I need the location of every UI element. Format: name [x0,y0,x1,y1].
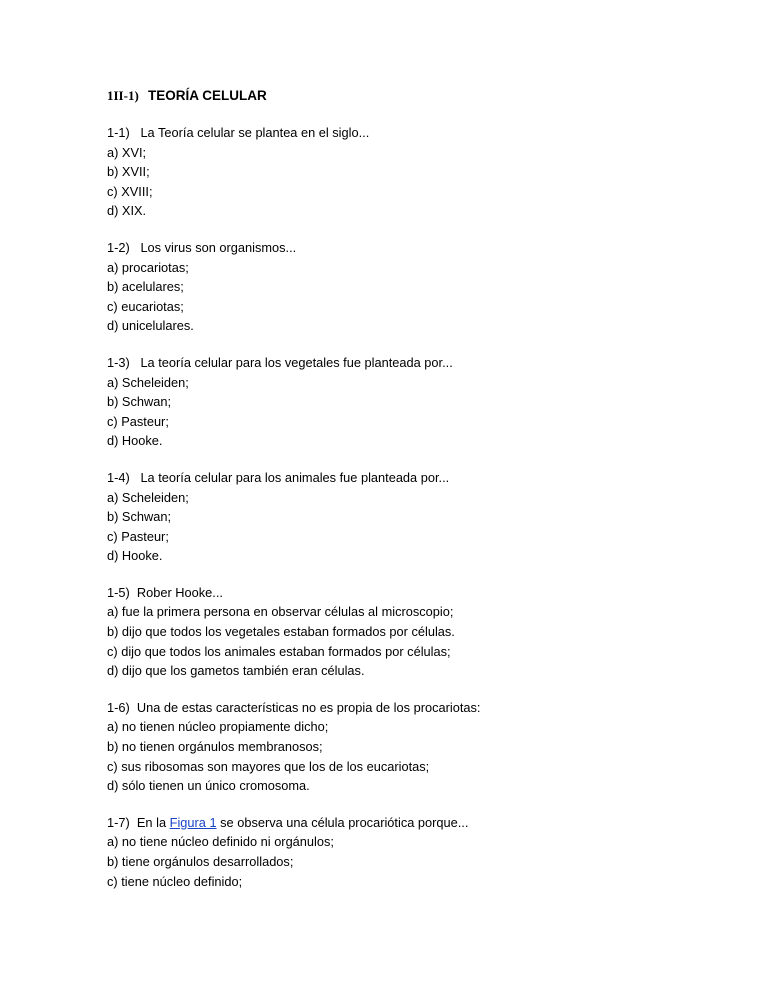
option: c) eucariotas; [107,298,184,314]
option: c) Pasteur; [107,528,169,544]
option: d) dijo que los gametos también eran células. [107,663,365,679]
option: a) Scheleiden; [107,374,189,390]
question-4 [107,468,727,566]
question-number: 1-5) [107,584,130,600]
option: a) fue la primera persona en observar células al microscopio; [107,604,454,620]
option: d) XIX. [107,203,147,219]
option: b) tiene orgánulos desarrollados; [107,854,294,869]
question-stem [107,238,727,258]
option: c) tiene núcleo definido; [107,873,243,889]
section-heading [107,86,727,106]
question-stem [107,353,727,373]
option: a) no tienen núcleo propiamente dicho; [107,719,329,735]
document-page [107,86,727,891]
option: c) Pasteur; [107,413,169,429]
question-number: 1-6) [107,699,130,715]
option: b) Schwan; [107,394,172,410]
question-stem [107,813,727,833]
question-text-before: En la [136,814,167,830]
question-stem [107,698,727,718]
option: c) XVIII; [107,183,153,199]
question-3 [107,353,727,451]
option: a) Scheleiden; [107,489,189,505]
option: a) XVI; [107,144,147,160]
question-number: 1-1) [107,125,130,140]
question-5 [107,583,727,681]
question-stem [107,468,727,488]
section-code: 1II-1) [107,88,139,103]
question-text: La Teoría celular se plantea en el siglo... [140,125,370,140]
question-text: La teoría celular para los vegetales fue planteada por... [140,354,453,370]
question-text: La teoría celular para los animales fue planteada por... [140,469,450,485]
section-title: TEORÍA CELULAR [148,88,267,103]
question-1 [107,123,727,221]
question-number: 1-7) [107,814,130,830]
question-text-after: se observa una célula procariótica porque... [220,814,469,830]
question-number: 1-4) [107,469,130,485]
question-number: 1-3) [107,354,130,370]
option: b) XVII; [107,164,150,180]
option: d) unicelulares. [107,318,194,334]
option: b) no tienen orgánulos membranosos; [107,739,323,755]
question-text: Los virus son organismos... [140,239,297,255]
option: d) Hooke. [107,433,163,449]
question-6 [107,698,727,796]
option: b) acelulares; [107,279,184,295]
question-stem [107,123,727,143]
question-text: Una de estas características no es propia de los procariotas: [136,699,481,715]
question-text: Rober Hooke... [136,584,223,600]
question-2 [107,238,727,336]
option: d) Hooke. [107,548,163,564]
option: b) dijo que todos los vegetales estaban formados por células. [107,624,455,640]
option: c) sus ribosomas son mayores que los de los eucariotas; [107,758,430,774]
question-7 [107,813,727,891]
question-stem [107,583,727,603]
option: b) Schwan; [107,509,172,525]
option: d) sólo tienen un único cromosoma. [107,778,310,794]
option: a) no tiene núcleo definido ni orgánulos; [107,834,334,850]
question-number: 1-2) [107,239,130,255]
option: a) procariotas; [107,259,189,275]
figure-1-link[interactable]: Figura 1 [169,814,217,830]
option: c) dijo que todos los animales estaban formados por células; [107,643,451,659]
